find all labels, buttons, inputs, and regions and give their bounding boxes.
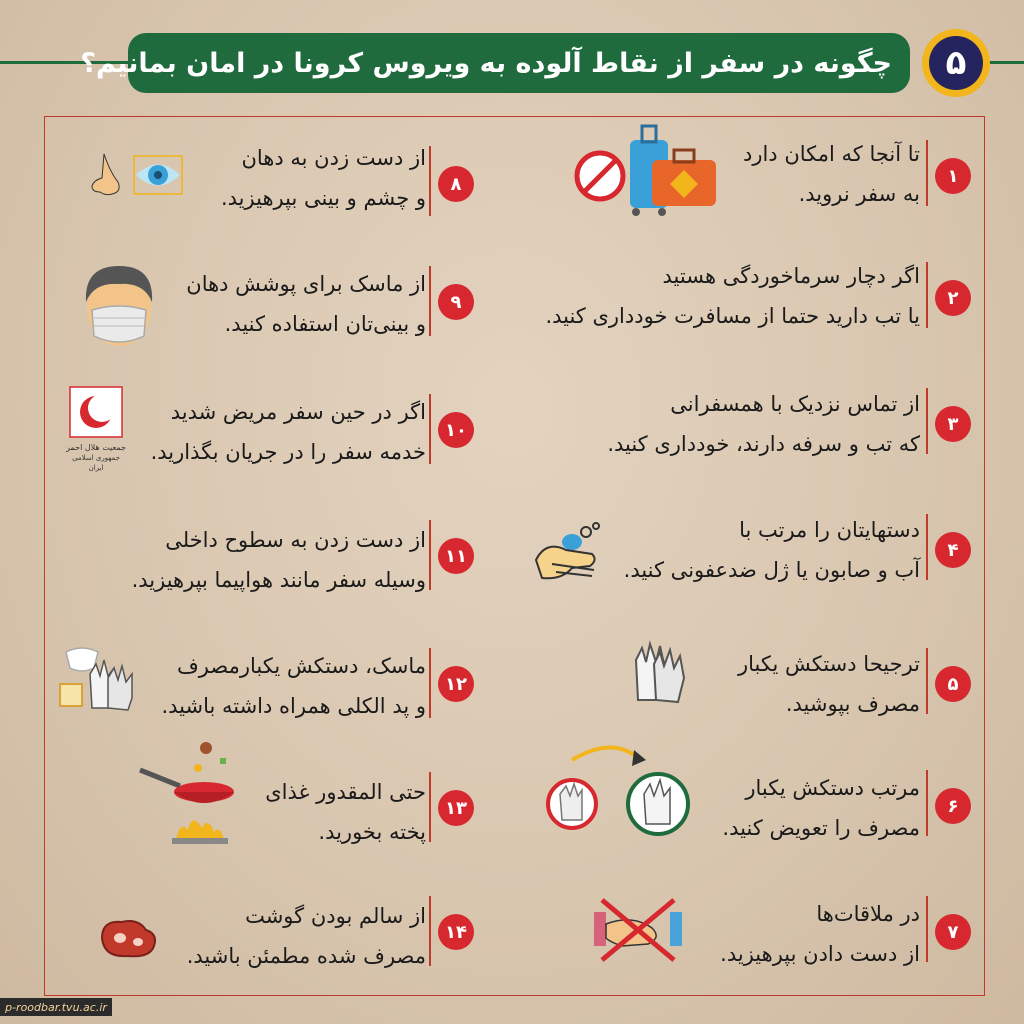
gloves-icon (630, 640, 690, 706)
tip-divider (926, 262, 928, 328)
tip-line-1: از دست زدن به دهان (241, 146, 426, 170)
tip-divider (926, 648, 928, 714)
tip-number: ۶ (935, 788, 971, 824)
no-handshake-icon (592, 894, 684, 966)
nose-eye-icon (88, 152, 184, 198)
tip-line-1: حتی المقدور غذای (265, 780, 426, 804)
tip-line-2: پخته بخورید. (318, 820, 426, 844)
tip-divider (429, 146, 431, 216)
hand-washing-icon (532, 520, 604, 586)
tip-divider (926, 514, 928, 580)
page-title: چگونه در سفر از نقاط آلوده به ویروس کرونا در امان بمانیم؟ (80, 47, 892, 79)
tip-number: ۵ (935, 666, 971, 702)
tip-number: ۱۰ (438, 412, 474, 448)
tip-line-2: خدمه سفر را در جریان بگذارید. (150, 440, 426, 464)
title-number-badge (922, 29, 990, 97)
tip-line-2: و بینی‌تان استفاده کنید. (224, 312, 426, 336)
title-number: ۵ (929, 36, 983, 90)
tip-line-1: دستهایتان را مرتب با (739, 518, 920, 542)
mask-gloves-pad-icon (58, 640, 138, 712)
tip-line-2: به سفر نروید. (798, 182, 920, 206)
luggage-no-travel-icon (570, 122, 720, 220)
tip-divider (429, 648, 431, 718)
tip-line-1: از دست زدن به سطوح داخلی (165, 528, 426, 552)
tip-number: ۷ (935, 914, 971, 950)
tip-line-1: ترجیحا دستکش یکبار (737, 652, 920, 676)
tip-divider (926, 896, 928, 962)
tip-line-2: و چشم و بینی بپرهیزید. (220, 186, 426, 210)
tip-number: ۳ (935, 406, 971, 442)
tip-line-2: و پد الکلی همراه داشته باشید. (161, 694, 426, 718)
tip-line-1: اگر در حین سفر مریض شدید (170, 400, 426, 424)
source-watermark: p-roodbar.tvu.ac.ir (0, 998, 112, 1016)
tip-number: ۸ (438, 166, 474, 202)
red-crescent-line-2: جمهوری اسلامی ایران (72, 454, 120, 472)
tip-line-2: آب و صابون یا ژل ضدعفونی کنید. (623, 558, 920, 582)
red-crescent-logo-icon (69, 386, 123, 438)
tip-number: ۴ (935, 532, 971, 568)
tip-divider (429, 394, 431, 464)
tip-number: ۲ (935, 280, 971, 316)
tip-line-2: یا تب دارید حتما از مسافرت خودداری کنید. (545, 304, 920, 328)
tip-number: ۱۱ (438, 538, 474, 574)
tip-divider (429, 772, 431, 842)
tip-line-1: از تماس نزدیک با همسفرانی (670, 392, 920, 416)
tip-line-2: مصرف را تعویض کنید. (722, 816, 920, 840)
tip-number: ۱۳ (438, 790, 474, 826)
tip-number: ۹ (438, 284, 474, 320)
tip-line-1: ماسک، دستکش یکبارمصرف (177, 654, 426, 678)
tip-line-1: اگر دچار سرماخوردگی هستید (662, 264, 920, 288)
tip-line-1: مرتب دستکش یکبار (745, 776, 920, 800)
tip-line-1: از ماسک برای پوشش دهان (186, 272, 426, 296)
tip-line-1: از سالم بودن گوشت (245, 904, 426, 928)
red-crescent-logo (66, 386, 126, 478)
tip-line-2: مصرف بپوشید. (785, 692, 920, 716)
tip-number: ۱۴ (438, 914, 474, 950)
tip-number: ۱ (935, 158, 971, 194)
cooking-pan-icon (136, 740, 246, 852)
mask-face-icon (74, 262, 164, 350)
red-crescent-line-1: جمعیت هلال احمر (66, 443, 126, 452)
glove-change-icon (542, 740, 692, 846)
meat-icon (98, 916, 160, 960)
tip-line-2: از دست دادن بپرهیزید. (720, 942, 920, 966)
tip-divider (926, 770, 928, 836)
tip-divider (429, 266, 431, 336)
title-banner (80, 33, 910, 93)
tip-divider (429, 896, 431, 966)
tip-line-2: که تب و سرفه دارند، خودداری کنید. (607, 432, 920, 456)
tip-divider (926, 388, 928, 454)
tip-number: ۱۲ (438, 666, 474, 702)
tip-divider (926, 140, 928, 206)
tip-line-1: در ملاقات‌ها (816, 902, 920, 926)
tip-line-2: وسیله سفر مانند هواپیما بپرهیزید. (131, 568, 426, 592)
tip-line-1: تا آنجا که امکان دارد (742, 142, 920, 166)
tip-line-2: مصرف شده مطمئن باشید. (186, 944, 426, 968)
tip-divider (429, 520, 431, 590)
